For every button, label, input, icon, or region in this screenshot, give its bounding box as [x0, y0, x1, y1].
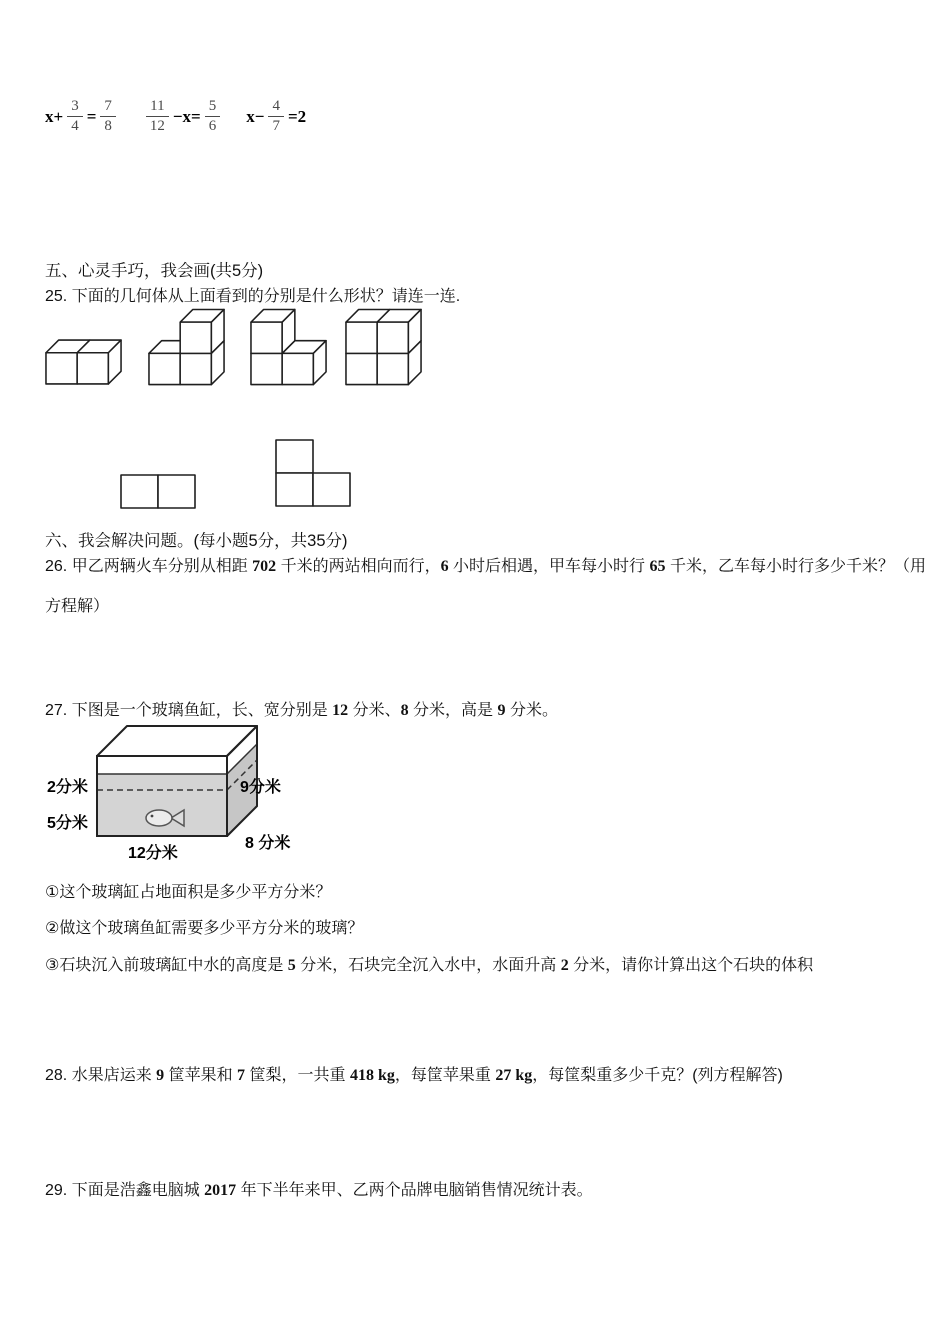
text-segment: 26. 甲乙两辆火车分别从相距 — [45, 558, 253, 575]
text-segment: 筐苹果和 — [164, 1067, 238, 1084]
bold-number: 65 — [649, 558, 666, 575]
bold-number: 2017 — [204, 1182, 237, 1199]
fraction — [146, 98, 169, 136]
question-29 — [45, 1179, 930, 1202]
question-27-sub1: ①这个玻璃缸占地面积是多少平方分米？ — [45, 884, 332, 901]
bold-number: 6 — [440, 558, 449, 575]
cube-solid-2 — [148, 308, 226, 387]
question-27-sub3 — [45, 954, 930, 977]
bold-number: 9 — [497, 702, 506, 719]
denominator: 6 — [208, 118, 217, 135]
numerator: 4 — [268, 98, 284, 117]
text-segment: 千米，乙车每小时行多少千米？（用方程解） — [45, 558, 926, 615]
bold-number: 12 — [332, 702, 349, 719]
bold-number: 27 kg — [495, 1067, 533, 1084]
tank-label-rise: 2分米 — [47, 779, 88, 796]
denominator: 4 — [71, 118, 79, 135]
fraction — [67, 98, 83, 136]
text-segment: 分米，高是 — [408, 702, 498, 719]
cube-solid-4 — [345, 308, 423, 387]
cube-solid-3 — [250, 308, 328, 387]
equation-1 — [45, 98, 120, 136]
denominator: 7 — [272, 118, 280, 135]
bold-number: 9 — [156, 1067, 165, 1084]
numerator: 11 — [146, 98, 168, 117]
tank-label-length: 12分米 — [128, 845, 178, 862]
equals-sign: = — [86, 106, 97, 126]
text-segment: ③石块沉入前玻璃缸中水的高度是 — [45, 957, 288, 974]
text-segment: 筐梨，一共重 — [245, 1067, 350, 1084]
bold-number: 5 — [287, 957, 296, 974]
text-segment: ，每筐梨重多少千克？(列方程解答) — [532, 1067, 783, 1084]
question-28 — [45, 1064, 930, 1087]
cube-solid-1 — [45, 339, 123, 386]
minus-x-equals: −x= — [172, 106, 201, 126]
numerator: 5 — [205, 98, 221, 117]
denominator: 8 — [104, 118, 112, 135]
text-segment: 年下半年来甲、乙两个品牌电脑销售情况统计表。 — [236, 1182, 593, 1199]
top-view-shape-l — [275, 439, 353, 508]
bold-number: 8 — [400, 702, 409, 719]
fraction — [100, 98, 116, 136]
text-segment: 29. 下面是浩鑫电脑城 — [45, 1182, 205, 1199]
numerator: 7 — [100, 98, 116, 117]
text-segment: 千米的两站相向而行， — [276, 558, 441, 575]
tank-label-width: 8 分米 — [245, 835, 291, 852]
text-segment: 分米，石块完全沉入水中，水面升高 — [295, 957, 561, 974]
bold-number: 7 — [237, 1067, 246, 1084]
bold-number: 418 kg — [349, 1067, 395, 1084]
text-segment: 分米、 — [348, 702, 401, 719]
text-segment: ，每筐苹果重 — [394, 1067, 496, 1084]
section-6-heading: 六、我会解决问题。(每小题5分，共35分) — [45, 532, 348, 550]
equation-3 — [246, 98, 306, 136]
question-26 — [45, 547, 930, 627]
fish-tank-drawing — [95, 724, 263, 842]
equation-2 — [142, 98, 224, 136]
equation-1-lead: x+ — [45, 106, 64, 126]
equals-value: =2 — [287, 106, 307, 126]
fraction — [268, 98, 284, 136]
tank-label-water-depth: 5分米 — [47, 815, 88, 832]
section-5-heading: 五、心灵手巧，我会画(共5分) — [45, 262, 264, 280]
top-view-shape-rectangle — [120, 474, 198, 510]
text-segment: 小时后相遇，甲车每小时行 — [448, 558, 650, 575]
equation-block — [45, 98, 306, 136]
text-segment: 27. 下图是一个玻璃鱼缸，长、宽分别是 — [45, 702, 333, 719]
text-segment: 28. 水果店运来 — [45, 1067, 157, 1084]
fraction — [205, 98, 221, 136]
fish-tank-figure — [40, 716, 375, 871]
numerator: 3 — [67, 98, 83, 117]
equation-3-lead: x− — [246, 106, 265, 126]
question-25: 25. 下面的几何体从上面看到的分别是什么形状？请连一连. — [45, 288, 461, 305]
tank-label-height: 9分米 — [240, 779, 281, 796]
denominator: 12 — [149, 118, 165, 135]
bold-number: 2 — [560, 957, 569, 974]
text-segment: 分米。 — [505, 702, 558, 719]
bold-number: 702 — [252, 558, 277, 575]
question-27-sub2: ②做这个玻璃鱼缸需要多少平方分米的玻璃？ — [45, 920, 364, 937]
text-segment: 分米，请你计算出这个石块的体积 — [568, 957, 814, 974]
